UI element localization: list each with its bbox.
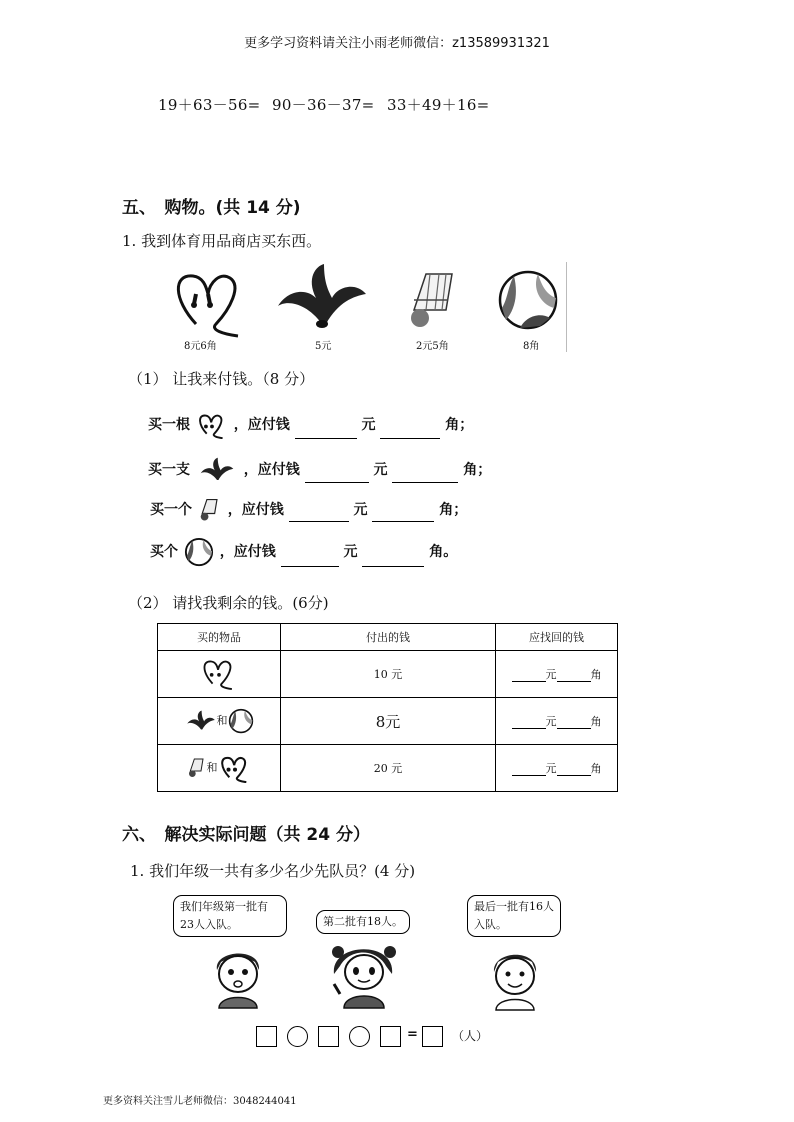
items-cell [158,651,281,698]
boy-character-icon [207,942,269,1012]
yuan-label: 元 [545,762,557,775]
and-word: 和 [216,714,228,727]
change-cell [496,745,618,792]
yuan-label: 元 [361,417,376,433]
yuan-blank[interactable] [512,763,546,776]
jiao-blank[interactable] [557,716,591,729]
expression-3: 33＋49＋16= [387,96,490,114]
subquestion-2: （2） 请找我剩余的钱。(6分) [128,594,329,612]
table-row [158,698,618,745]
jump-rope-icon [218,753,252,783]
beach-ball-icon [496,268,560,332]
items-cell [158,698,281,745]
jiao-label: 角 [463,462,478,478]
jiao-label: 角 [445,417,460,433]
jiao-blank[interactable] [362,552,424,567]
answer-box-result[interactable] [422,1026,443,1047]
beach-ball-icon [228,708,254,734]
buy-row-mid: ，应付钱 [219,544,276,560]
speech-bubble-1: 我们年级第一批有23人入队。 [173,895,287,937]
yuan-blank[interactable] [281,552,339,567]
jump-rope-icon [195,411,229,439]
yuan-label: 元 [353,502,368,518]
page-footer: 更多资料关注雪儿老师微信：3048244041 [103,1096,297,1107]
speech-bubble-3: 最后一批有16人入队。 [467,895,561,937]
equals-sign: = [407,1027,418,1042]
jiao-label: 角 [439,502,454,518]
price-feather: 5元 [315,341,332,352]
yuan-blank[interactable] [295,424,357,439]
subquestion-1: （1） 让我来付钱。（8 分） [128,370,315,388]
unit-people: （人） [452,1029,489,1043]
table-row [158,745,618,792]
buy-row-prefix: 买个 [150,544,178,560]
operator-circle-2[interactable] [349,1026,370,1047]
answer-box-3[interactable] [380,1026,401,1047]
yuan-blank[interactable] [512,669,546,682]
jiao-blank[interactable] [557,763,591,776]
row-end: ； [477,462,492,478]
price-shuttlecock: 2元5角 [416,341,449,352]
buy-row-mid: ，应付钱 [227,502,284,518]
jiao-blank[interactable] [380,424,440,439]
buy-row-prefix: 买一支 [148,462,190,478]
section-6-question-1: 1. 我们年级一共有多少名少先队员？(4 分) [130,862,416,880]
price-jump-rope: 8元6角 [184,341,217,352]
buy-row-1 [148,411,473,439]
jump-rope-icon [197,656,241,690]
answer-box-1[interactable] [256,1026,277,1047]
section-5-question-1: 1. 我到体育用品商店买东西。 [122,232,322,250]
yuan-blank[interactable] [305,468,369,483]
row-end: 。 [443,544,458,560]
answer-box-2[interactable] [318,1026,339,1047]
shuttlecock-feather-icon [185,710,217,732]
yuan-blank[interactable] [512,716,546,729]
and-word: 和 [206,761,218,774]
paid-cell: 10 元 [281,651,496,698]
expression-2: 90－36－37= [272,96,375,114]
jump-rope-icon [168,264,252,338]
jiao-label: 角 [429,544,444,560]
badminton-shuttlecock-icon [187,757,207,779]
header-change: 应找回的钱 [496,624,618,651]
buy-row-3 [150,498,467,522]
row-end: ； [459,417,474,433]
change-cell [496,651,618,698]
operator-circle-1[interactable] [287,1026,308,1047]
jiao-blank[interactable] [372,507,434,522]
paid-cell: 8元 [281,698,496,745]
expression-1: 19＋63－56= [158,96,261,114]
badminton-shuttlecock-icon [404,270,464,332]
product-strip [160,262,567,352]
beach-ball-icon [183,537,215,567]
price-ball: 8角 [523,341,540,352]
yuan-label: 元 [373,462,388,478]
yuan-label: 元 [545,715,557,728]
shuttlecock-feather-icon [195,457,239,483]
buy-row-4 [150,537,457,567]
section-5-title: 五、 购物。(共 14 分) [122,198,301,218]
shuttlecock-feather-icon [276,262,368,332]
jiao-blank[interactable] [392,468,458,483]
row-end: ； [453,502,468,518]
page-header: 更多学习资料请关注小雨老师微信：z13589931321 [244,36,550,51]
boy-character-2-icon [484,944,546,1012]
badminton-shuttlecock-icon [197,498,223,522]
change-cell [496,698,618,745]
change-table [157,623,618,792]
buy-row-prefix: 买一个 [150,502,192,518]
yuan-blank[interactable] [289,507,349,522]
table-row [158,651,618,698]
paid-cell: 20 元 [281,745,496,792]
jiao-label: 角 [590,715,602,728]
table-header-row [158,624,618,651]
jiao-label: 角 [590,762,602,775]
buy-row-mid: ，应付钱 [243,462,300,478]
buy-row-prefix: 买一根 [148,417,190,433]
yuan-label: 元 [343,544,358,560]
girl-character-icon [330,938,398,1010]
buy-row-mid: ，应付钱 [233,417,290,433]
jiao-label: 角 [590,668,602,681]
items-cell [158,745,281,792]
speech-bubble-2: 第二批有18人。 [316,910,410,934]
yuan-label: 元 [545,668,557,681]
header-paid: 付出的钱 [281,624,496,651]
jiao-blank[interactable] [557,669,591,682]
buy-row-2 [148,457,491,483]
section-6-title: 六、 解决实际问题（共 24 分） [122,825,370,845]
header-items: 买的物品 [158,624,281,651]
